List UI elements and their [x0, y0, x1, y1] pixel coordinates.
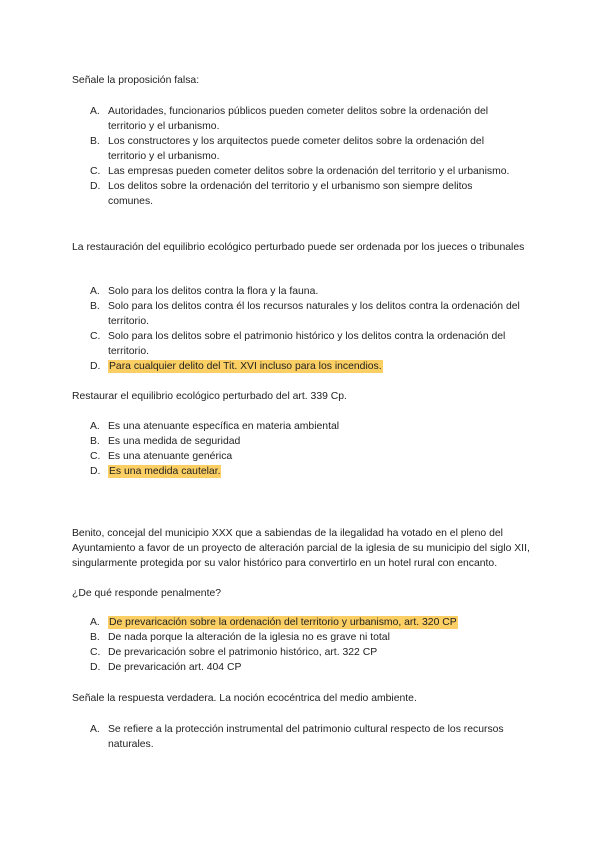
option-letter: B.: [90, 632, 100, 643]
option-letter: C.: [90, 647, 101, 658]
highlighted-answer: Para cualquier delito del Tit. XVI incluso para los incendios.: [109, 361, 382, 372]
option-letter: B.: [90, 436, 100, 447]
question-2-stem: La restauración del equilibrio ecológico perturbado puede ser ordenada por los jueces o tribunales: [72, 242, 525, 253]
question-3-stem: Restaurar el equilibrio ecológico perturbado del art. 339 Cp.: [72, 391, 347, 402]
option-letter: A.: [90, 617, 100, 628]
option-letter: D.: [90, 466, 101, 477]
option-letter: B.: [90, 136, 100, 147]
question-1-options: [90, 104, 520, 209]
option-letter: A.: [90, 421, 100, 432]
option-5a: [90, 722, 520, 752]
option-1c: [90, 164, 520, 179]
option-2d: [90, 359, 520, 374]
option-4d: [90, 660, 530, 675]
option-letter: D.: [90, 662, 101, 673]
option-text: Solo para los delitos sobre el patrimonio histórico y los delitos contra la ordenación del territorio.: [108, 331, 506, 357]
option-letter: A.: [90, 286, 100, 297]
question-4-prompt: ¿De qué responde penalmente?: [72, 588, 222, 599]
option-text: De prevaricación art. 404 CP: [108, 662, 242, 673]
option-text: Es una atenuante genérica: [108, 451, 233, 462]
option-text: Se refiere a la protección instrumental del patrimonio cultural respecto de los recursos naturales.: [108, 724, 504, 750]
option-text: Los constructores y los arquitectos puede cometer delitos sobre la ordenación del territorio y el urbanismo.: [108, 136, 485, 162]
option-text: Los delitos sobre la ordenación del territorio y el urbanismo son siempre delitos comunes.: [108, 181, 473, 207]
option-text: De nada porque la alteración de la iglesia no es grave ni total: [108, 632, 390, 643]
option-1a: [90, 104, 520, 134]
option-letter: D.: [90, 181, 101, 192]
question-3-options: [90, 419, 520, 479]
option-letter: B.: [90, 301, 100, 312]
option-3b: [90, 434, 520, 449]
option-letter: A.: [90, 724, 100, 735]
option-3a: [90, 419, 520, 434]
highlighted-answer: De prevaricación sobre la ordenación del territorio y urbanismo, art. 320 CP: [109, 617, 457, 628]
option-letter: C.: [90, 451, 101, 462]
option-letter: C.: [90, 166, 101, 177]
question-4-stem: Benito, concejal del municipio XXX que a sabiendas de la ilegalidad ha votado en el pleno del Ayuntamiento a favor de un proyecto de alteración parcial de la iglesia de su municipio del siglo XII, singularmente protegida por su valor histórico para convertirlo en un hotel rural con encanto.: [72, 528, 530, 569]
question-5-options: [90, 722, 520, 752]
option-text: Autoridades, funcionarios públicos pueden cometer delitos sobre la ordenación del territorio y el urbanismo.: [108, 106, 489, 132]
option-1b: [90, 134, 520, 164]
option-4a: [90, 615, 530, 630]
option-4b: [90, 630, 530, 645]
option-text: Es una medida de seguridad: [108, 436, 241, 447]
option-1d: [90, 179, 520, 209]
option-4c: [90, 645, 530, 660]
highlighted-answer: Es una medida cautelar.: [109, 466, 221, 477]
option-text: Solo para los delitos contra él los recursos naturales y los delitos contra la ordenación del territorio.: [108, 301, 520, 327]
question-1-stem: Señale la proposición falsa:: [72, 75, 200, 86]
option-letter: D.: [90, 361, 101, 372]
option-3c: [90, 449, 520, 464]
option-2c: [90, 329, 520, 359]
option-letter: A.: [90, 106, 100, 117]
option-2a: [90, 284, 520, 299]
question-2-options: [90, 284, 520, 374]
question-5-stem: Señale la respuesta verdadera. La noción ecocéntrica del medio ambiente.: [72, 693, 417, 704]
option-text: Las empresas pueden cometer delitos sobre la ordenación del territorio y el urbanismo.: [108, 166, 510, 177]
option-2b: [90, 299, 520, 329]
option-letter: C.: [90, 331, 101, 342]
option-text: Es una atenuante específica en materia ambiental: [108, 421, 340, 432]
question-4-options: [90, 615, 530, 675]
option-text: Solo para los delitos contra la flora y la fauna.: [108, 286, 319, 297]
option-3d: [90, 464, 520, 479]
option-text: De prevaricación sobre el patrimonio histórico, art. 322 CP: [108, 647, 378, 658]
